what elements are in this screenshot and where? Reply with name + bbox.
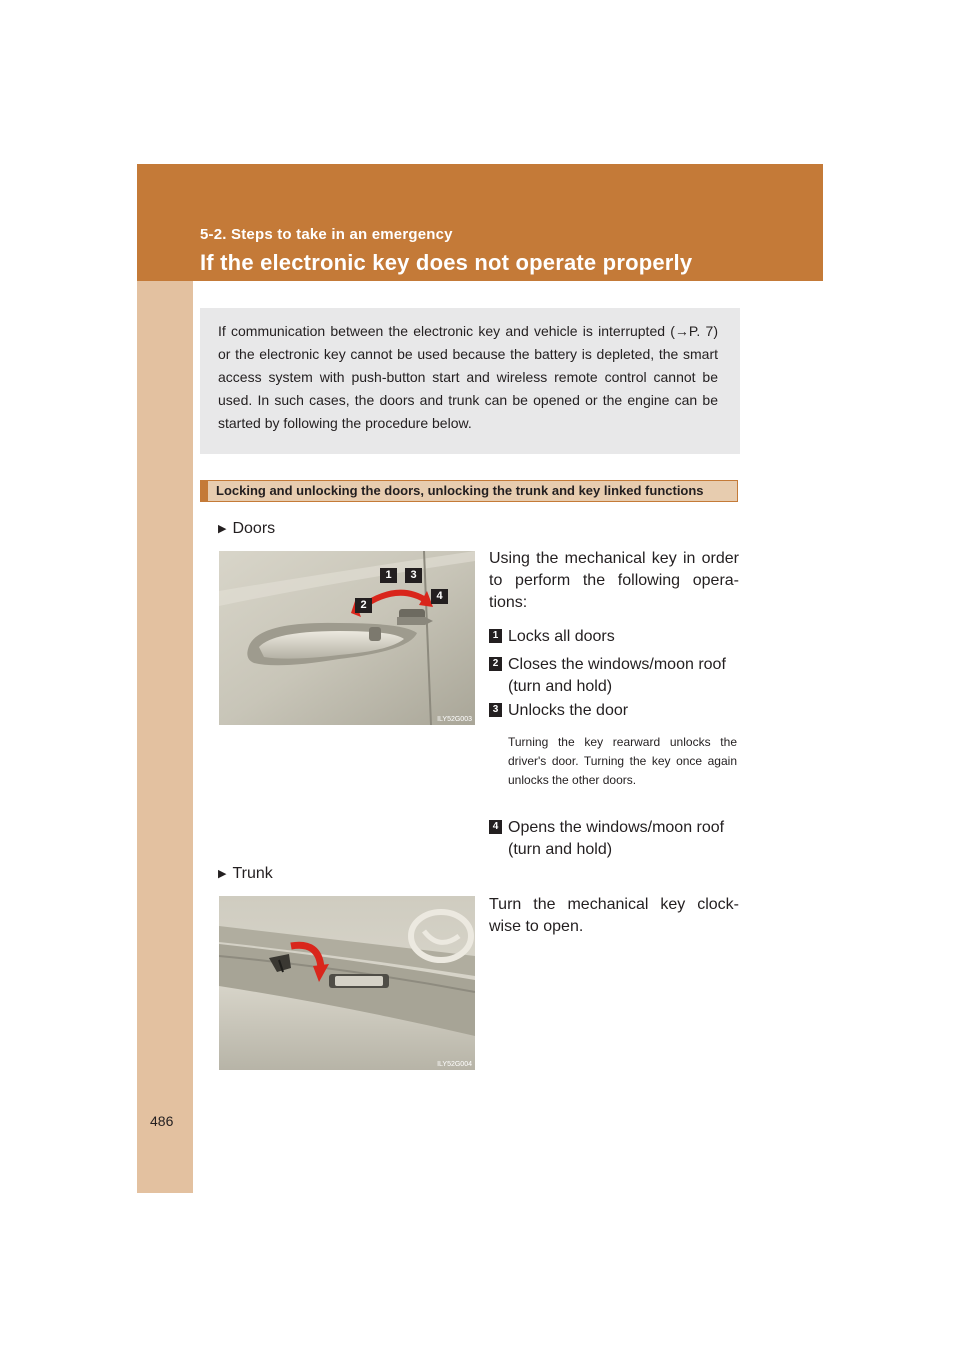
step-unlock-door bbox=[489, 700, 739, 722]
doors-description: Using the mechanical key in order to perform the following opera-tions: bbox=[489, 550, 739, 611]
step-text: Unlocks the door bbox=[508, 702, 629, 719]
subsection-heading bbox=[200, 480, 738, 502]
callout-3: 3 bbox=[405, 568, 422, 583]
step-text: Opens the windows/moon roof (turn and hold) bbox=[508, 819, 725, 858]
step-number: 3 bbox=[489, 703, 502, 717]
trunk-description: Turn the mechanical key clock-wise to open. bbox=[489, 896, 739, 935]
subsection-accent bbox=[201, 481, 208, 501]
callout-4: 4 bbox=[431, 589, 448, 604]
step-text: Locks all doors bbox=[508, 628, 615, 645]
page-title: If the electronic key does not operate properly bbox=[200, 250, 693, 275]
triangle-bullet-icon: ▶ bbox=[218, 523, 227, 535]
intro-box bbox=[200, 308, 740, 454]
page-number: 486 bbox=[150, 1113, 174, 1129]
door-handle-photo bbox=[219, 551, 475, 725]
triangle-bullet-icon: ▶ bbox=[218, 868, 227, 880]
step-text: Closes the windows/moon roof (turn and hold) bbox=[508, 656, 726, 695]
subsection-heading-text: Locking and unlocking the doors, unlocking the trunk and key linked functions bbox=[216, 483, 704, 498]
unlock-note: Turning the key rearward unlocks the driver's door. Turning the key once again unlocks the other doors. bbox=[508, 735, 737, 787]
image-code: ILY52G004 bbox=[437, 1061, 472, 1068]
step-number: 1 bbox=[489, 629, 502, 643]
step-lock-all-doors bbox=[489, 626, 739, 648]
intro-text: If communication between the electronic key and vehicle is interrupted (→P. 7) or the electronic key cannot be used because the battery is depleted, the smart access system with push-button start and wireless remote control cannot be used. In such cases, the doors and trunk can be opened or the engine can be started by following the procedure below. bbox=[218, 323, 718, 431]
step-close-windows bbox=[489, 654, 739, 698]
door-handle-illustration bbox=[219, 551, 475, 725]
callout-1: 1 bbox=[380, 568, 397, 583]
trunk-photo bbox=[219, 896, 475, 1070]
trunk-bullet bbox=[218, 865, 273, 883]
callout-2: 2 bbox=[355, 598, 372, 613]
doors-bullet-label: Doors bbox=[232, 520, 276, 537]
step-number: 4 bbox=[489, 820, 502, 834]
image-code: ILY52G003 bbox=[437, 716, 472, 723]
step-number: 2 bbox=[489, 657, 502, 671]
trunk-bullet-label: Trunk bbox=[232, 865, 273, 882]
side-column bbox=[137, 281, 193, 1193]
step-open-windows bbox=[489, 817, 739, 861]
section-label: 5-2. Steps to take in an emergency bbox=[200, 226, 453, 243]
doors-bullet bbox=[218, 520, 275, 538]
trunk-illustration bbox=[219, 896, 475, 1070]
